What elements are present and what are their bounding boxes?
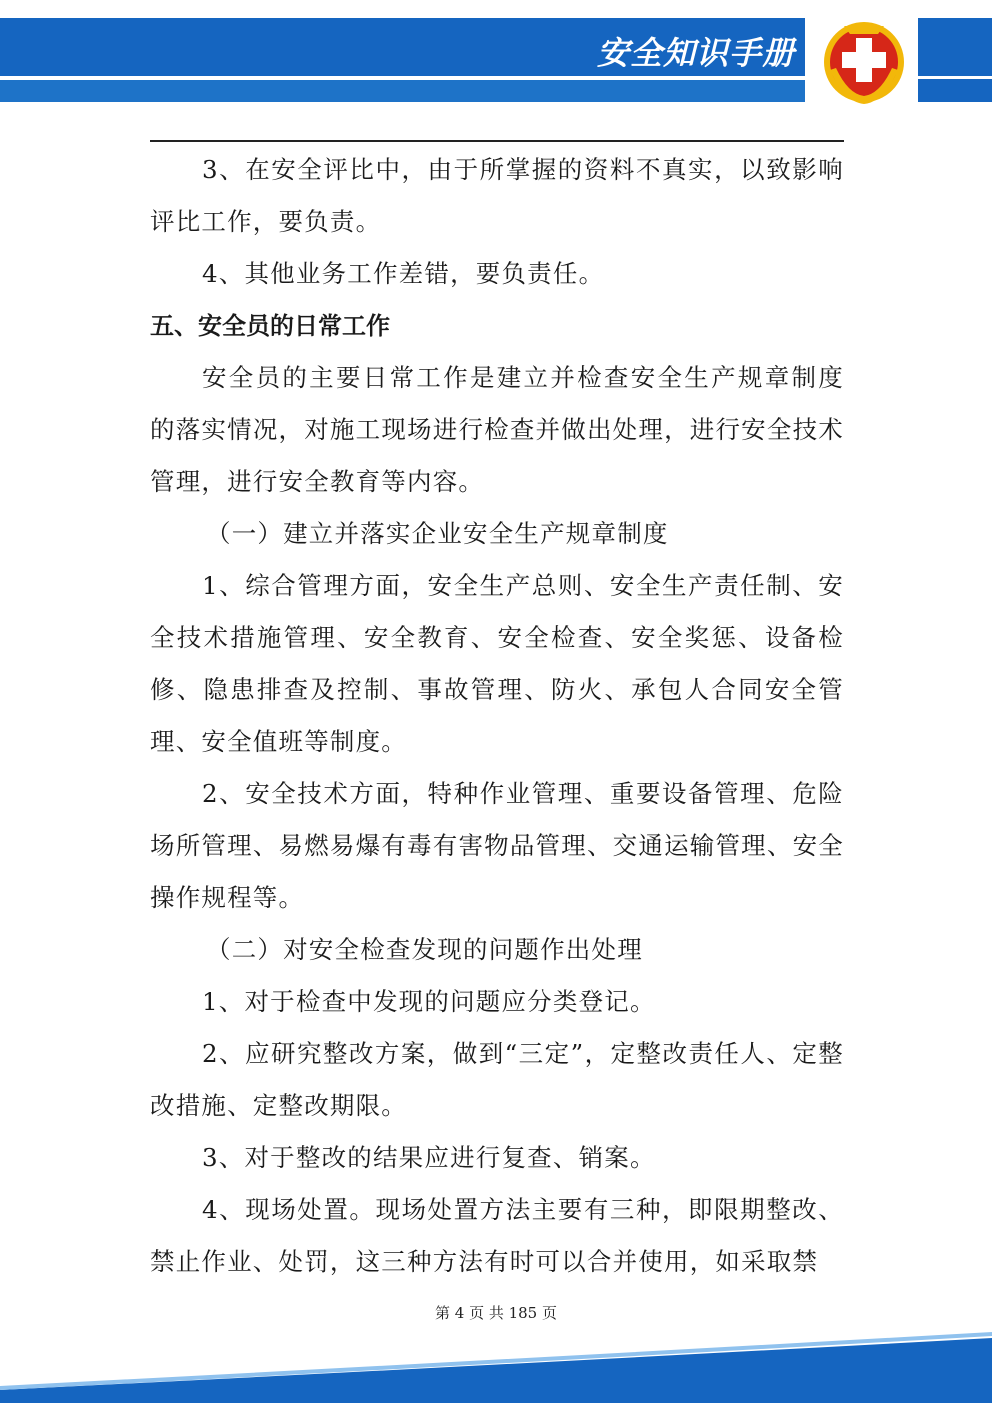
page-number: 第 4 页 共 185 页 — [434, 1304, 557, 1322]
list-item: 3、对于整改的结果应进行复查、销案。 — [202, 1143, 656, 1172]
section-heading: 五、安全员的日常工作 — [150, 312, 390, 340]
safety-cross-emblem-icon — [814, 12, 914, 112]
paragraph: 4、其他业务工作差错，要负责任。 — [202, 259, 605, 288]
list-item: 1、对于检查中发现的问题应分类登记。 — [202, 987, 656, 1016]
paragraph: 3、在安全评比中，由于所掌握的资料不真实，以致影响评比工作，要负责。 — [150, 155, 844, 236]
list-item: 1、综合管理方面，安全生产总则、安全生产责任制、安全技术措施管理、安全教育、安全检查、安全奖惩、设备检修、隐患排查及控制、事故管理、防火、承包人合同安全管理、安全值班等制度。 — [150, 571, 844, 756]
header-band-stripe — [0, 80, 805, 102]
paragraph: 安全员的主要日常工作是建立并检查安全生产规章制度的落实情况，对施工现场进行检查并做出处理，进行安全技术管理，进行安全教育等内容。 — [150, 363, 844, 496]
document-body — [150, 144, 844, 1288]
list-item: 2、应研究整改方案，做到“三定”，定整改责任人、定整改措施、定整改期限。 — [150, 1039, 844, 1120]
list-item: 4、现场处置。现场处置方法主要有三种，即限期整改、禁止作业、处罚，这三种方法有时可以合并使用，如采取禁 — [150, 1195, 844, 1276]
subsection-heading: （一）建立并落实企业安全生产规章制度 — [206, 519, 669, 548]
header-title: 安全知识手册 — [596, 34, 795, 72]
footer-wave — [0, 1330, 992, 1403]
list-item: 2、安全技术方面，特种作业管理、重要设备管理、危险场所管理、易燃易爆有毒有害物品管理、交通运输管理、安全操作规程等。 — [150, 779, 844, 912]
header-right-block — [918, 18, 992, 102]
header-right-divider — [918, 76, 992, 79]
header-rule — [150, 140, 844, 142]
subsection-heading: （二）对安全检查发现的问题作出处理 — [206, 935, 643, 964]
